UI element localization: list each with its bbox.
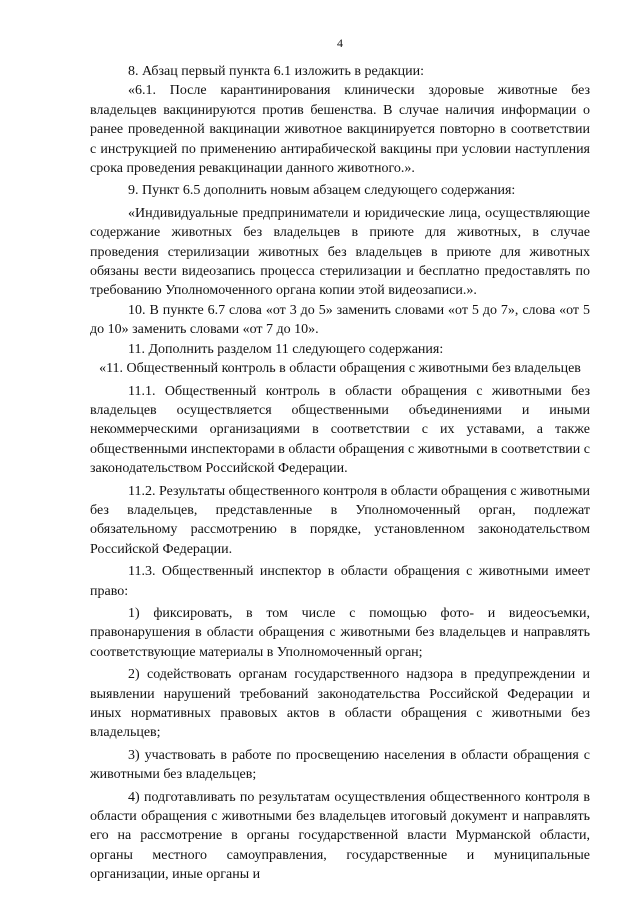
paragraph-item-10: 10. В пункте 6.7 слова «от 3 до 5» заменить словами «от 5 до 7», слова «от 5 до 10» заменить словами «от 7 до 10».: [90, 302, 590, 338]
page-number: 4: [337, 36, 343, 50]
paragraph-11-1: 11.1. Общественный контроль в области обращения с животными без владельцев осуществляется общественными объединениями и иными некоммерческими организациями в соответствии с их уставами, а также общественными инспекторами в области обращения с животными в соответствии с законодательством Российской Федерации.: [90, 383, 590, 477]
list-item-2: 2) содействовать органам государственного надзора в предупреждении и выявлении нарушений требований законодательства Российской Федерации и иных нормативных правовых актов в области обращения с животными без владельцев;: [90, 667, 590, 741]
list-item-3: 3) участвовать в работе по просвещению населения в области обращения с животными без владельцев;: [90, 747, 590, 783]
paragraph-11-2: 11.2. Результаты общественного контроля в области обращения с животными без владельцев, представленные в Уполномоченный орган, подлежат обязательному рассмотрению в порядке, установленном законодательством Российской Федерации.: [90, 483, 590, 557]
paragraph-11-3: 11.3. Общественный инспектор в области обращения с животными имеет право:: [90, 564, 590, 599]
paragraph-item-11: 11. Дополнить разделом 11 следующего содержания:: [128, 341, 444, 357]
paragraph-quote-6-1: «6.1. После карантинирования клинически здоровые животные без владельцев вакцинируются против бешенства. В случае наличия информации о ранее проведенной вакцинации животное вакцинируется повторно в соответствии с инструкцией по применению антирабической вакцины при условии наступления срока проведения ревакцинации данного животного.».: [90, 83, 590, 177]
paragraph-item-8: 8. Абзац первый пункта 6.1 изложить в редакции:: [128, 64, 425, 79]
paragraph-item-9: 9. Пункт 6.5 дополнить новым абзацем следующего содержания:: [128, 183, 516, 199]
section-heading: «11. Общественный контроль в области обращения с животными без владельцев: [99, 361, 581, 377]
paragraph-quote-6-5: «Индивидуальные предприниматели и юридические лица, осуществляющие содержание животных без владельцев в приюте для животных, в случае проведения стерилизации животных без владельцев в приюте для животных обязаны вести видеозапись процесса стерилизации и бесплатно предоставлять по требованию Уполномоченного органа копии этой видеозаписи.».: [90, 205, 590, 299]
list-item-1: 1) фиксировать, в том числе с помощью фото- и видеосъемки, правонарушения в области обращения с животными без владельцев и направлять соответствующие материалы в Уполномоченный орган;: [90, 605, 590, 660]
list-item-4: 4) подготавливать по результатам осуществления общественного контроля в области обращения с животными без владельцев итоговый документ и направлять его на рассмотрение в органы государственной власти Мурманской области, органы местного самоуправления, государственные и муниципальные организации, иные органы и: [90, 789, 590, 883]
